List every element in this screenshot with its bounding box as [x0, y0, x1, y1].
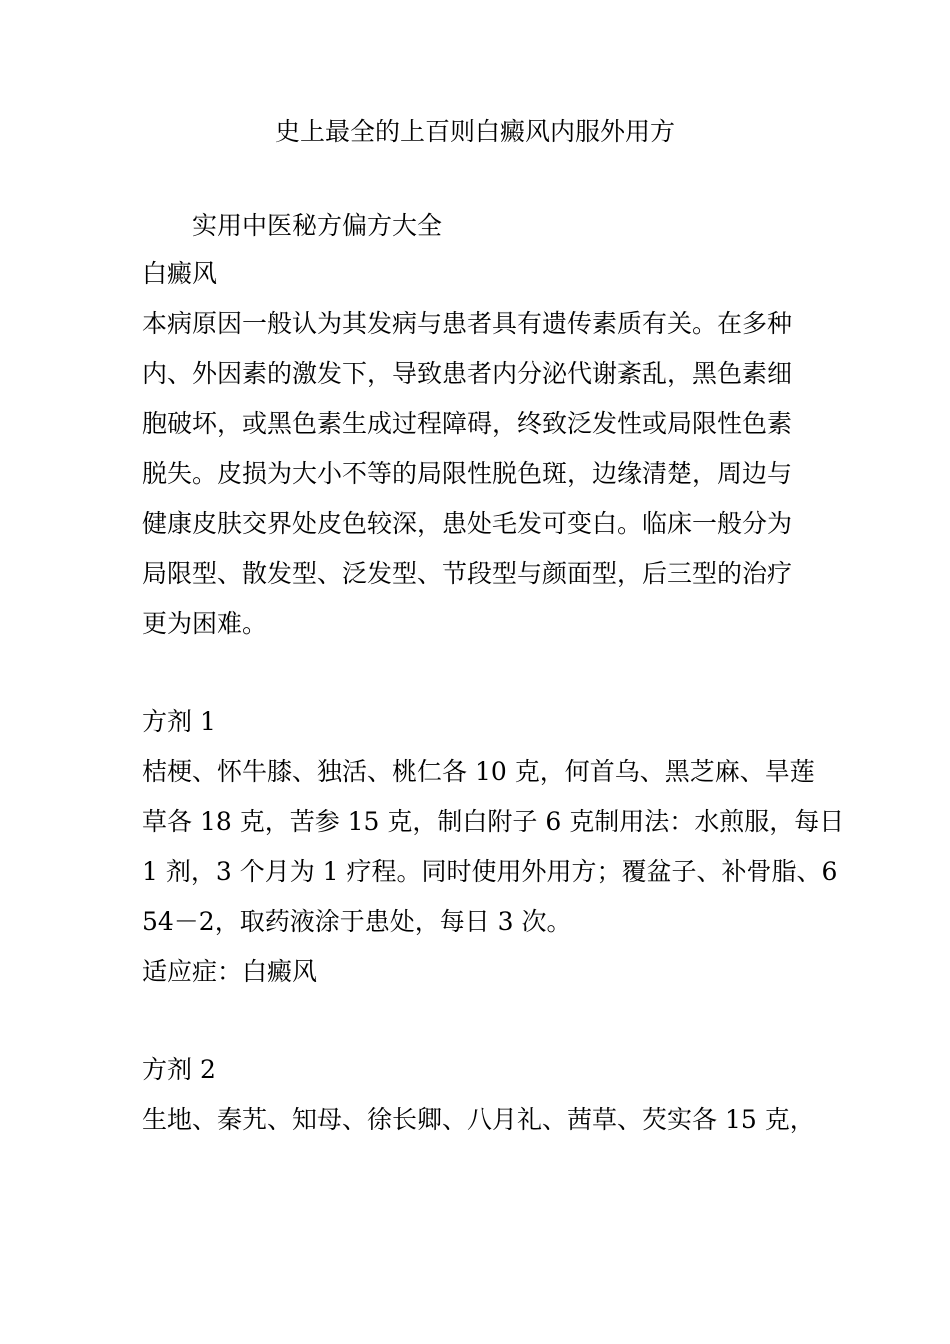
intro-paragraph	[142, 299, 822, 649]
paragraph-line: 本病原因一般认为其发病与患者具有遗传素质有关。在多种	[142, 309, 793, 338]
paragraph-line: 更为困难。	[142, 609, 268, 638]
formula-indication: 适应症：白癜风	[142, 957, 318, 986]
paragraph-line: 局限型、散发型、泛发型、节段型与颜面型，后三型的治疗	[142, 559, 793, 588]
paragraph-line: 胞破坏，或黑色素生成过程障碍，终致泛发性或局限性色素	[142, 409, 793, 438]
formula-2	[142, 1045, 822, 1145]
formula-heading: 方剂 2	[142, 1055, 216, 1084]
formula-1	[142, 697, 845, 997]
document-subtitle: 实用中医秘方偏方大全	[192, 211, 443, 240]
section-heading-text: 白癜风	[142, 259, 218, 288]
paragraph-line: 草各 18 克，苦参 15 克，制白附子 6 克制用法：水煎服，每日	[142, 807, 845, 836]
section-heading	[142, 249, 822, 299]
paragraph-line: 健康皮肤交界处皮色较深，患处毛发可变白。临床一般分为	[142, 509, 793, 538]
paragraph-line: 54－2，取药液涂于患处，每日 3 次。	[142, 907, 572, 936]
formula-heading: 方剂 1	[142, 707, 216, 736]
paragraph-line: 脱失。皮损为大小不等的局限性脱色斑，边缘清楚，周边与	[142, 459, 793, 488]
paragraph-line: 1 剂，3 个月为 1 疗程。同时使用外用方；覆盆子、补骨脂、6	[142, 857, 838, 886]
paragraph-line: 桔梗、怀牛膝、独活、桃仁各 10 克，何首乌、黑芝麻、旱莲	[142, 757, 815, 786]
paragraph-line: 内、外因素的激发下，导致患者内分泌代谢紊乱，黑色素细	[142, 359, 793, 388]
paragraph-line: 生地、秦艽、知母、徐长卿、八月礼、茜草、芡实各 15 克，	[142, 1105, 815, 1134]
document-title: 史上最全的上百则白癜风内服外用方	[274, 117, 675, 146]
